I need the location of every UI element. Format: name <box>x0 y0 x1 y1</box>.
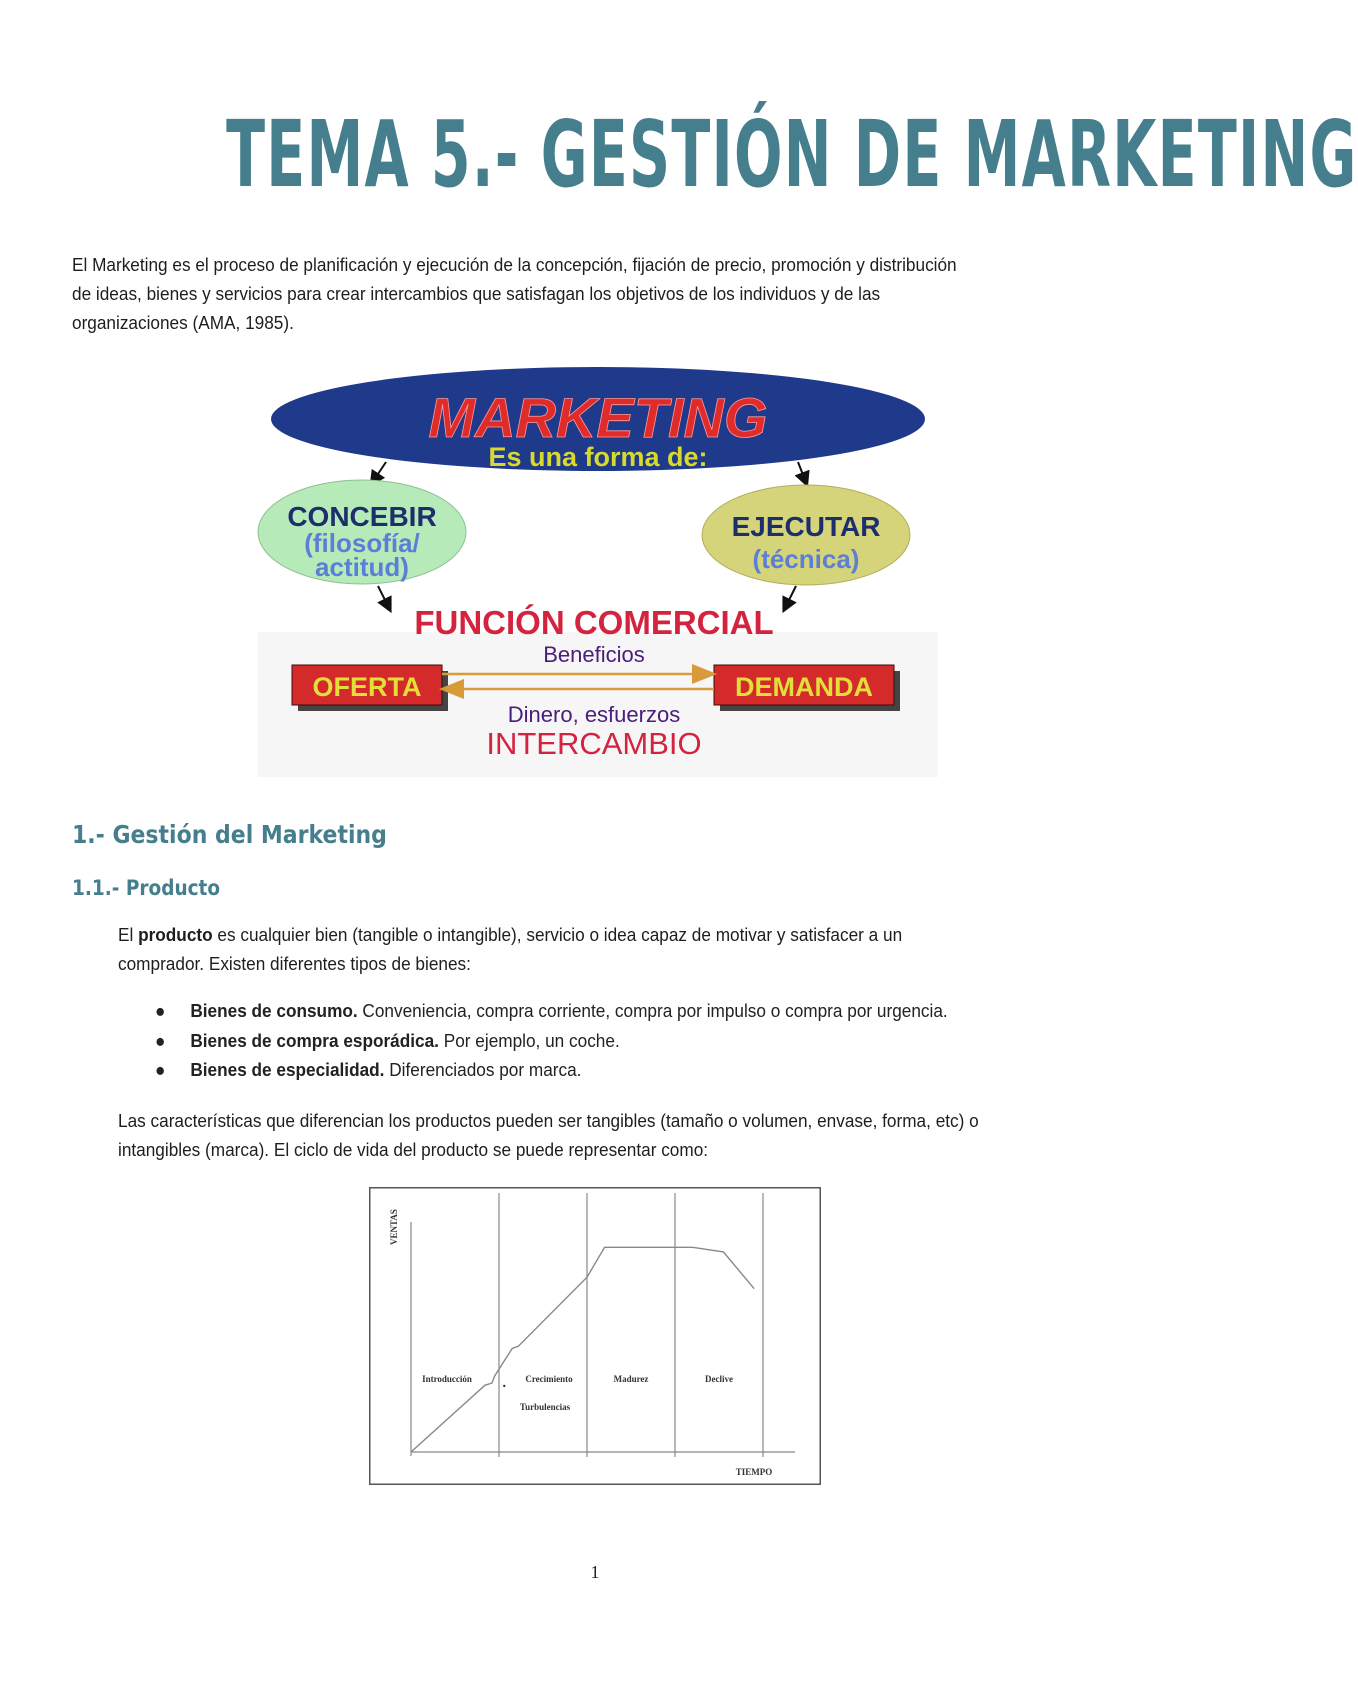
list-item <box>155 1055 948 1085</box>
demanda-label: DEMANDA <box>735 672 873 702</box>
oferta-label: OFERTA <box>312 672 422 702</box>
bullet-bold: Bienes de compra esporádica. <box>190 1029 439 1051</box>
bullet-text: Por ejemplo, un coche. <box>438 1029 620 1051</box>
features-line-1: Las características que diferencian los productos pueden ser tangibles (tamaño o volumen, envase, forma, etc) o <box>118 1110 979 1131</box>
product-paragraph <box>118 920 902 978</box>
arrow-to-concebir <box>374 462 386 480</box>
arrow-concebir-to-funcion <box>378 586 388 606</box>
bullet-icon: ● <box>155 1059 166 1080</box>
concebir-label: CONCEBIR <box>287 501 437 532</box>
ejecutar-sub: (técnica) <box>752 544 860 574</box>
turbulencias-dot <box>503 1385 505 1387</box>
intro-paragraph <box>72 250 957 337</box>
beneficios-label: Beneficios <box>543 642 645 667</box>
bullet-text: Conveniencia, compra corriente, compra por impulso o compra por urgencia. <box>357 1000 948 1021</box>
intro-line: de ideas, bienes y servicios para crear intercambios que satisfagan los objetivos de los individuos y de las <box>72 283 881 304</box>
chart-frame <box>370 1188 821 1485</box>
text-span: El <box>118 924 139 945</box>
stage-label-declive: Declive <box>705 1373 733 1384</box>
features-paragraph <box>118 1106 979 1164</box>
turbulencias-annotation: Turbulencias <box>519 1401 571 1412</box>
bullet-text: Diferenciados por marca. <box>384 1059 582 1080</box>
dinero-esfuerzos-label: Dinero, esfuerzos <box>507 702 681 727</box>
bullet-bold: Bienes de consumo. <box>190 1000 358 1021</box>
stage-label-madurez: Madurez <box>613 1373 649 1384</box>
page-title: TEMA 5.- GESTIÓN DE MARKETING <box>226 101 1358 208</box>
goods-list <box>155 996 1007 1085</box>
features-line-2: intangibles (marca). El ciclo de vida del producto se puede representar como: <box>118 1139 709 1160</box>
y-axis-label: VENTAS <box>389 1209 399 1245</box>
concebir-sub1: (filosofía/ <box>304 528 420 558</box>
arrow-ejecutar-to-funcion <box>786 586 796 606</box>
intercambio-label: INTERCAMBIO <box>486 726 702 761</box>
bullet-icon: ● <box>155 1029 166 1051</box>
product-line-1 <box>118 920 902 949</box>
x-axis-label: TIEMPO <box>735 1467 773 1477</box>
intro-line: organizaciones (AMA, 1985). <box>72 312 294 333</box>
stage-label-crecimiento: Crecimiento <box>525 1373 573 1384</box>
text-span: es cualquier bien (tangible o intangible), servicio o idea capaz de motivar y satisfacer a un <box>212 924 903 945</box>
page-number: 1 <box>590 1562 600 1582</box>
concebir-sub2: actitud) <box>315 552 409 582</box>
marketing-diagram <box>258 362 938 777</box>
section-heading: 1.- Gestión del Marketing <box>72 820 387 849</box>
arrow-to-ejecutar <box>798 462 805 480</box>
marketing-label: MARKETING <box>428 386 768 449</box>
list-item <box>155 996 948 1026</box>
bullet-icon: ● <box>155 1000 166 1021</box>
stage-label-introduccion: Introducción <box>422 1373 472 1384</box>
product-line-2: comprador. Existen diferentes tipos de bienes: <box>118 953 471 974</box>
marketing-subtitle: Es una forma de: <box>488 442 708 472</box>
bold-term: producto <box>138 924 213 945</box>
bullet-bold: Bienes de especialidad. <box>190 1059 385 1080</box>
product-lifecycle-chart <box>369 1187 821 1485</box>
intro-line: El Marketing es el proceso de planificación y ejecución de la concepción, fijación de precio, promoción y distribución <box>72 254 957 275</box>
subsection-heading: 1.1.- Producto <box>72 876 221 900</box>
list-item <box>155 1026 948 1056</box>
funcion-comercial-label: FUNCIÓN COMERCIAL <box>414 604 774 641</box>
ejecutar-label: EJECUTAR <box>731 511 881 542</box>
